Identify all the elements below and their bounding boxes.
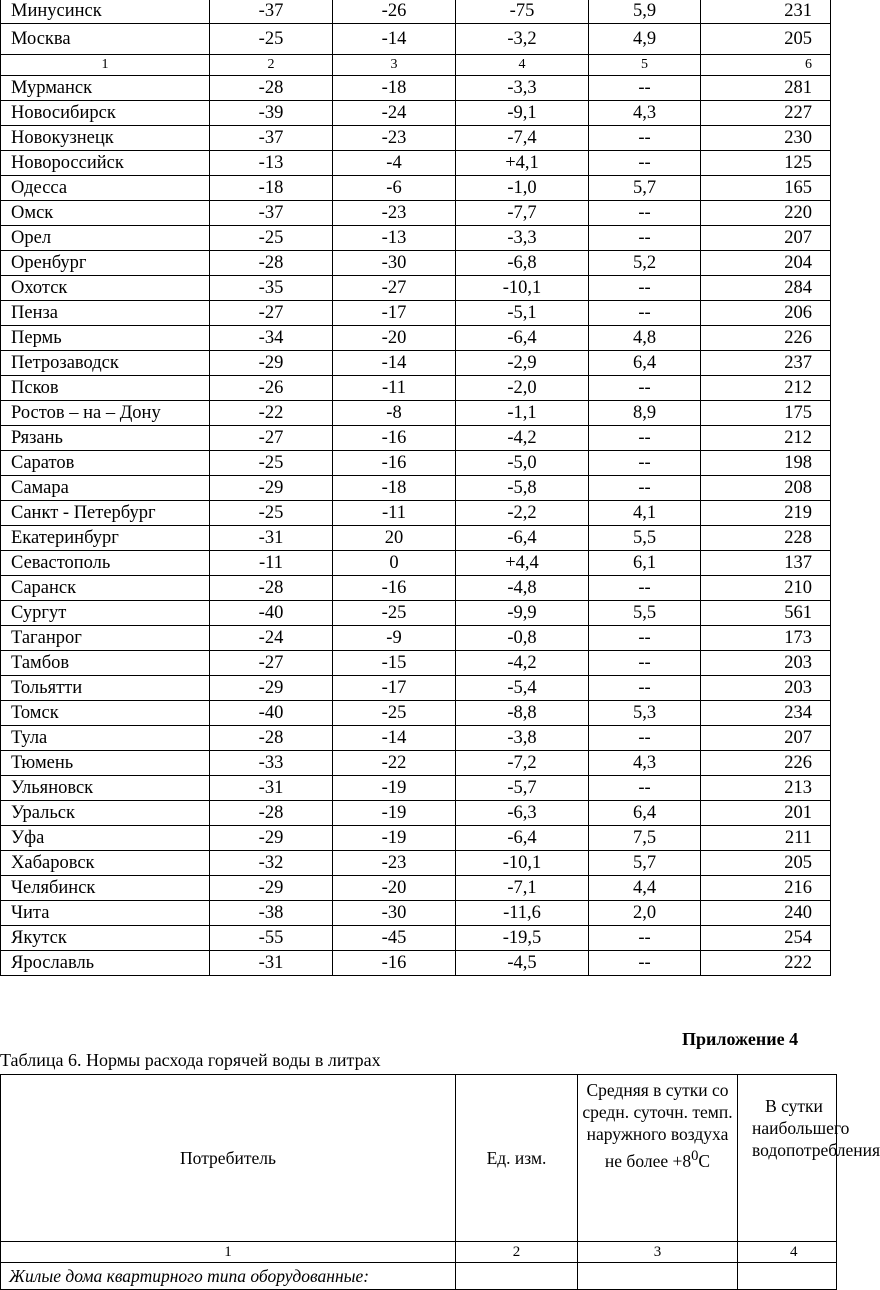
value-3: -8,8	[456, 701, 589, 726]
value-4: 6,1	[589, 551, 701, 576]
value-5: 284	[701, 276, 831, 301]
table-row	[1, 24, 831, 55]
city-name: Оренбург	[1, 251, 210, 276]
value-5: 240	[701, 901, 831, 926]
city-name: Чита	[1, 901, 210, 926]
value-2: -25	[333, 601, 456, 626]
value-1: -34	[210, 326, 333, 351]
value-4: --	[589, 576, 701, 601]
city-name: Рязань	[1, 426, 210, 451]
table-row	[1, 801, 831, 826]
value-2: -8	[333, 401, 456, 426]
value-1: -39	[210, 101, 333, 126]
value-4: 4,1	[589, 501, 701, 526]
value-4: --	[589, 426, 701, 451]
value-5: 203	[701, 651, 831, 676]
norms-col-number: 3	[578, 1242, 738, 1263]
value-5: 219	[701, 501, 831, 526]
value-1: -31	[210, 526, 333, 551]
value-3: -7,7	[456, 201, 589, 226]
value-5: 206	[701, 301, 831, 326]
value-4: 5,9	[589, 0, 701, 24]
value-1: -27	[210, 301, 333, 326]
city-name: Тамбов	[1, 651, 210, 676]
column-number: 5	[589, 55, 701, 76]
value-4: 4,8	[589, 326, 701, 351]
value-4: 5,5	[589, 601, 701, 626]
value-3: -0,8	[456, 626, 589, 651]
value-2: -30	[333, 901, 456, 926]
value-3: -6,4	[456, 526, 589, 551]
city-name: Псков	[1, 376, 210, 401]
value-2: 0	[333, 551, 456, 576]
value-4: 7,5	[589, 826, 701, 851]
table-row	[1, 576, 831, 601]
value-1: -27	[210, 651, 333, 676]
value-1: -28	[210, 726, 333, 751]
table-row	[1, 176, 831, 201]
value-4: --	[589, 626, 701, 651]
value-2: -4	[333, 151, 456, 176]
value-4: 6,4	[589, 801, 701, 826]
value-2: -19	[333, 776, 456, 801]
value-5: 281	[701, 76, 831, 101]
value-2: -20	[333, 876, 456, 901]
value-5: 231	[701, 0, 831, 24]
table-row	[1, 626, 831, 651]
value-5: 216	[701, 876, 831, 901]
value-1: -25	[210, 451, 333, 476]
city-name: Таганрог	[1, 626, 210, 651]
value-4: --	[589, 676, 701, 701]
city-name: Сургут	[1, 601, 210, 626]
value-5: 207	[701, 726, 831, 751]
table-row	[1, 251, 831, 276]
value-2: -16	[333, 951, 456, 976]
value-3: -3,2	[456, 24, 589, 55]
value-2: 20	[333, 526, 456, 551]
column-number: 6	[701, 55, 831, 76]
value-3: -9,1	[456, 101, 589, 126]
value-2: -20	[333, 326, 456, 351]
value-2: -22	[333, 751, 456, 776]
table-row	[1, 126, 831, 151]
value-1: -29	[210, 826, 333, 851]
value-4: --	[589, 376, 701, 401]
value-1: -13	[210, 151, 333, 176]
header-avg-day-unit: С	[698, 1150, 711, 1171]
value-4: --	[589, 201, 701, 226]
value-4: --	[589, 726, 701, 751]
value-1: -37	[210, 0, 333, 24]
table-row	[1, 926, 831, 951]
value-2: -27	[333, 276, 456, 301]
value-2: -17	[333, 676, 456, 701]
value-2: -23	[333, 851, 456, 876]
value-2: -18	[333, 476, 456, 501]
value-5: 227	[701, 101, 831, 126]
city-name: Санкт - Петербург	[1, 501, 210, 526]
table-row	[1, 0, 831, 24]
value-5: 173	[701, 626, 831, 651]
value-5: 137	[701, 551, 831, 576]
table-row	[1, 226, 831, 251]
value-4: 4,3	[589, 101, 701, 126]
value-5: 561	[701, 601, 831, 626]
table-row	[1, 851, 831, 876]
value-5: 212	[701, 426, 831, 451]
value-5: 205	[701, 24, 831, 55]
value-1: -24	[210, 626, 333, 651]
table-row	[1, 526, 831, 551]
value-4: 4,9	[589, 24, 701, 55]
value-1: -11	[210, 551, 333, 576]
value-3: -1,1	[456, 401, 589, 426]
value-3: -3,3	[456, 76, 589, 101]
table-row	[1, 326, 831, 351]
value-1: -55	[210, 926, 333, 951]
table-row	[1, 876, 831, 901]
value-3: -75	[456, 0, 589, 24]
value-4: --	[589, 476, 701, 501]
table-row	[1, 501, 831, 526]
value-5: 205	[701, 851, 831, 876]
value-5: 207	[701, 226, 831, 251]
value-2: -23	[333, 201, 456, 226]
value-2: -30	[333, 251, 456, 276]
value-3: -11,6	[456, 901, 589, 926]
value-5: 203	[701, 676, 831, 701]
value-1: -40	[210, 601, 333, 626]
value-4: --	[589, 76, 701, 101]
value-1: -37	[210, 201, 333, 226]
city-name: Севастополь	[1, 551, 210, 576]
value-1: -26	[210, 376, 333, 401]
city-name: Ростов – на – Дону	[1, 401, 210, 426]
value-1: -25	[210, 24, 333, 55]
city-name: Томск	[1, 701, 210, 726]
value-1: -29	[210, 351, 333, 376]
value-5: 226	[701, 326, 831, 351]
value-1: -29	[210, 876, 333, 901]
city-name: Уральск	[1, 801, 210, 826]
table-row	[1, 726, 831, 751]
value-3: -5,0	[456, 451, 589, 476]
city-name: Тула	[1, 726, 210, 751]
value-2: -11	[333, 376, 456, 401]
value-5: 208	[701, 476, 831, 501]
value-4: 5,3	[589, 701, 701, 726]
value-5: 234	[701, 701, 831, 726]
norms-header-row	[1, 1075, 837, 1242]
value-4: --	[589, 951, 701, 976]
value-3: -2,0	[456, 376, 589, 401]
value-4: 5,5	[589, 526, 701, 551]
value-3: -6,8	[456, 251, 589, 276]
value-3: -2,2	[456, 501, 589, 526]
city-name: Орел	[1, 226, 210, 251]
value-4: --	[589, 926, 701, 951]
value-5: 254	[701, 926, 831, 951]
value-3: -6,4	[456, 826, 589, 851]
hot-water-norms-table	[0, 1074, 880, 1290]
norms-empty-cell	[578, 1263, 738, 1290]
table-row	[1, 426, 831, 451]
city-name: Новороссийск	[1, 151, 210, 176]
value-4: 2,0	[589, 901, 701, 926]
value-5: 201	[701, 801, 831, 826]
header-max-day: В сутки наибольшего водопотребления	[738, 1075, 837, 1242]
value-3: -5,8	[456, 476, 589, 501]
value-2: -17	[333, 301, 456, 326]
value-4: --	[589, 126, 701, 151]
column-number-row	[1, 55, 831, 76]
norms-group-row	[1, 1263, 837, 1290]
value-3: -6,4	[456, 326, 589, 351]
city-name: Хабаровск	[1, 851, 210, 876]
value-3: -5,1	[456, 301, 589, 326]
value-3: -7,4	[456, 126, 589, 151]
norms-empty-cell	[456, 1263, 578, 1290]
city-name: Пенза	[1, 301, 210, 326]
value-2: -45	[333, 926, 456, 951]
value-3: -4,2	[456, 426, 589, 451]
city-name: Тольятти	[1, 676, 210, 701]
city-name: Омск	[1, 201, 210, 226]
value-3: -5,4	[456, 676, 589, 701]
table-row	[1, 301, 831, 326]
value-2: -11	[333, 501, 456, 526]
value-2: -23	[333, 126, 456, 151]
city-name: Мурманск	[1, 76, 210, 101]
value-3: -1,0	[456, 176, 589, 201]
table-row	[1, 401, 831, 426]
value-5: 220	[701, 201, 831, 226]
city-name: Новосибирск	[1, 101, 210, 126]
table-row	[1, 901, 831, 926]
table-row	[1, 951, 831, 976]
norms-number-row	[1, 1242, 837, 1263]
city-name: Челябинск	[1, 876, 210, 901]
table-row	[1, 376, 831, 401]
column-number: 4	[456, 55, 589, 76]
value-1: -40	[210, 701, 333, 726]
value-4: --	[589, 776, 701, 801]
value-1: -29	[210, 476, 333, 501]
table-row	[1, 601, 831, 626]
value-1: -28	[210, 576, 333, 601]
group-label: Жилые дома квартирного типа оборудованные:	[1, 1263, 456, 1290]
value-5: 237	[701, 351, 831, 376]
value-4: 4,3	[589, 751, 701, 776]
value-3: -4,8	[456, 576, 589, 601]
header-unit: Ед. изм.	[456, 1075, 578, 1242]
city-name: Одесса	[1, 176, 210, 201]
column-number: 1	[1, 55, 210, 76]
value-1: -31	[210, 951, 333, 976]
value-1: -32	[210, 851, 333, 876]
table-row	[1, 476, 831, 501]
city-name: Пермь	[1, 326, 210, 351]
value-5: 210	[701, 576, 831, 601]
value-1: -27	[210, 426, 333, 451]
value-1: -18	[210, 176, 333, 201]
value-2: -9	[333, 626, 456, 651]
value-5: 204	[701, 251, 831, 276]
table-row	[1, 351, 831, 376]
value-1: -28	[210, 251, 333, 276]
table-row	[1, 701, 831, 726]
value-2: -16	[333, 576, 456, 601]
value-3: +4,1	[456, 151, 589, 176]
value-2: -16	[333, 426, 456, 451]
table-row	[1, 776, 831, 801]
city-name: Петрозаводск	[1, 351, 210, 376]
value-4: 6,4	[589, 351, 701, 376]
value-5: 230	[701, 126, 831, 151]
value-1: -29	[210, 676, 333, 701]
value-1: -37	[210, 126, 333, 151]
value-2: -24	[333, 101, 456, 126]
column-number: 2	[210, 55, 333, 76]
header-consumer: Потребитель	[1, 1075, 456, 1242]
value-3: -19,5	[456, 926, 589, 951]
header-avg-day	[578, 1075, 738, 1242]
table-row	[1, 101, 831, 126]
value-4: 5,7	[589, 851, 701, 876]
value-5: 213	[701, 776, 831, 801]
value-1: -35	[210, 276, 333, 301]
city-name: Новокузнецк	[1, 126, 210, 151]
value-2: -13	[333, 226, 456, 251]
table-row	[1, 451, 831, 476]
value-4: 4,4	[589, 876, 701, 901]
value-2: -26	[333, 0, 456, 24]
norms-col-number: 4	[738, 1242, 837, 1263]
column-number: 3	[333, 55, 456, 76]
value-4: 5,7	[589, 176, 701, 201]
value-3: -3,8	[456, 726, 589, 751]
city-name: Екатеринбург	[1, 526, 210, 551]
value-2: -19	[333, 826, 456, 851]
norms-col-number: 1	[1, 1242, 456, 1263]
value-3: -7,2	[456, 751, 589, 776]
table-row	[1, 276, 831, 301]
table-row	[1, 751, 831, 776]
value-3: -10,1	[456, 276, 589, 301]
city-name: Саранск	[1, 576, 210, 601]
table-row	[1, 151, 831, 176]
value-5: 175	[701, 401, 831, 426]
value-2: -19	[333, 801, 456, 826]
value-4: 8,9	[589, 401, 701, 426]
table-row	[1, 201, 831, 226]
value-1: -25	[210, 226, 333, 251]
value-1: -25	[210, 501, 333, 526]
value-2: -15	[333, 651, 456, 676]
climate-table-body	[1, 0, 831, 976]
value-1: -33	[210, 751, 333, 776]
city-name: Охотск	[1, 276, 210, 301]
value-2: -6	[333, 176, 456, 201]
value-3: +4,4	[456, 551, 589, 576]
value-4: 5,2	[589, 251, 701, 276]
value-3: -3,3	[456, 226, 589, 251]
norms-empty-cell	[738, 1263, 837, 1290]
value-3: -4,2	[456, 651, 589, 676]
value-2: -16	[333, 451, 456, 476]
value-4: --	[589, 226, 701, 251]
table-row	[1, 676, 831, 701]
city-name: Самара	[1, 476, 210, 501]
value-1: -31	[210, 776, 333, 801]
value-5: 212	[701, 376, 831, 401]
value-5: 125	[701, 151, 831, 176]
value-2: -18	[333, 76, 456, 101]
value-5: 228	[701, 526, 831, 551]
value-3: -2,9	[456, 351, 589, 376]
value-2: -14	[333, 726, 456, 751]
city-name: Минусинск	[1, 0, 210, 24]
value-3: -4,5	[456, 951, 589, 976]
header-avg-day-text: Средняя в сутки со средн. суточн. темп. наружного воздуха не более +8	[582, 1080, 733, 1171]
value-3: -6,3	[456, 801, 589, 826]
value-5: 165	[701, 176, 831, 201]
value-5: 211	[701, 826, 831, 851]
appendix-label: Приложение 4	[682, 1029, 799, 1049]
city-name: Якутск	[1, 926, 210, 951]
city-name: Ярославль	[1, 951, 210, 976]
value-3: -5,7	[456, 776, 589, 801]
city-name: Саратов	[1, 451, 210, 476]
table-caption: Таблица 6. Нормы расхода горячей воды в литрах	[0, 1050, 381, 1070]
value-5: 198	[701, 451, 831, 476]
value-1: -22	[210, 401, 333, 426]
city-name: Тюмень	[1, 751, 210, 776]
value-4: --	[589, 276, 701, 301]
value-4: --	[589, 151, 701, 176]
value-4: --	[589, 301, 701, 326]
value-2: -14	[333, 24, 456, 55]
value-4: --	[589, 651, 701, 676]
table-row	[1, 76, 831, 101]
value-2: -14	[333, 351, 456, 376]
city-name: Ульяновск	[1, 776, 210, 801]
value-4: --	[589, 451, 701, 476]
value-3: -9,9	[456, 601, 589, 626]
norms-col-number: 2	[456, 1242, 578, 1263]
value-1: -38	[210, 901, 333, 926]
header-avg-day-degree: 0	[691, 1148, 699, 1164]
table-row	[1, 551, 831, 576]
value-2: -25	[333, 701, 456, 726]
value-3: -7,1	[456, 876, 589, 901]
value-1: -28	[210, 801, 333, 826]
city-name: Уфа	[1, 826, 210, 851]
value-5: 222	[701, 951, 831, 976]
value-3: -10,1	[456, 851, 589, 876]
city-name: Москва	[1, 24, 210, 55]
table-row	[1, 826, 831, 851]
table-row	[1, 651, 831, 676]
value-1: -28	[210, 76, 333, 101]
value-5: 226	[701, 751, 831, 776]
